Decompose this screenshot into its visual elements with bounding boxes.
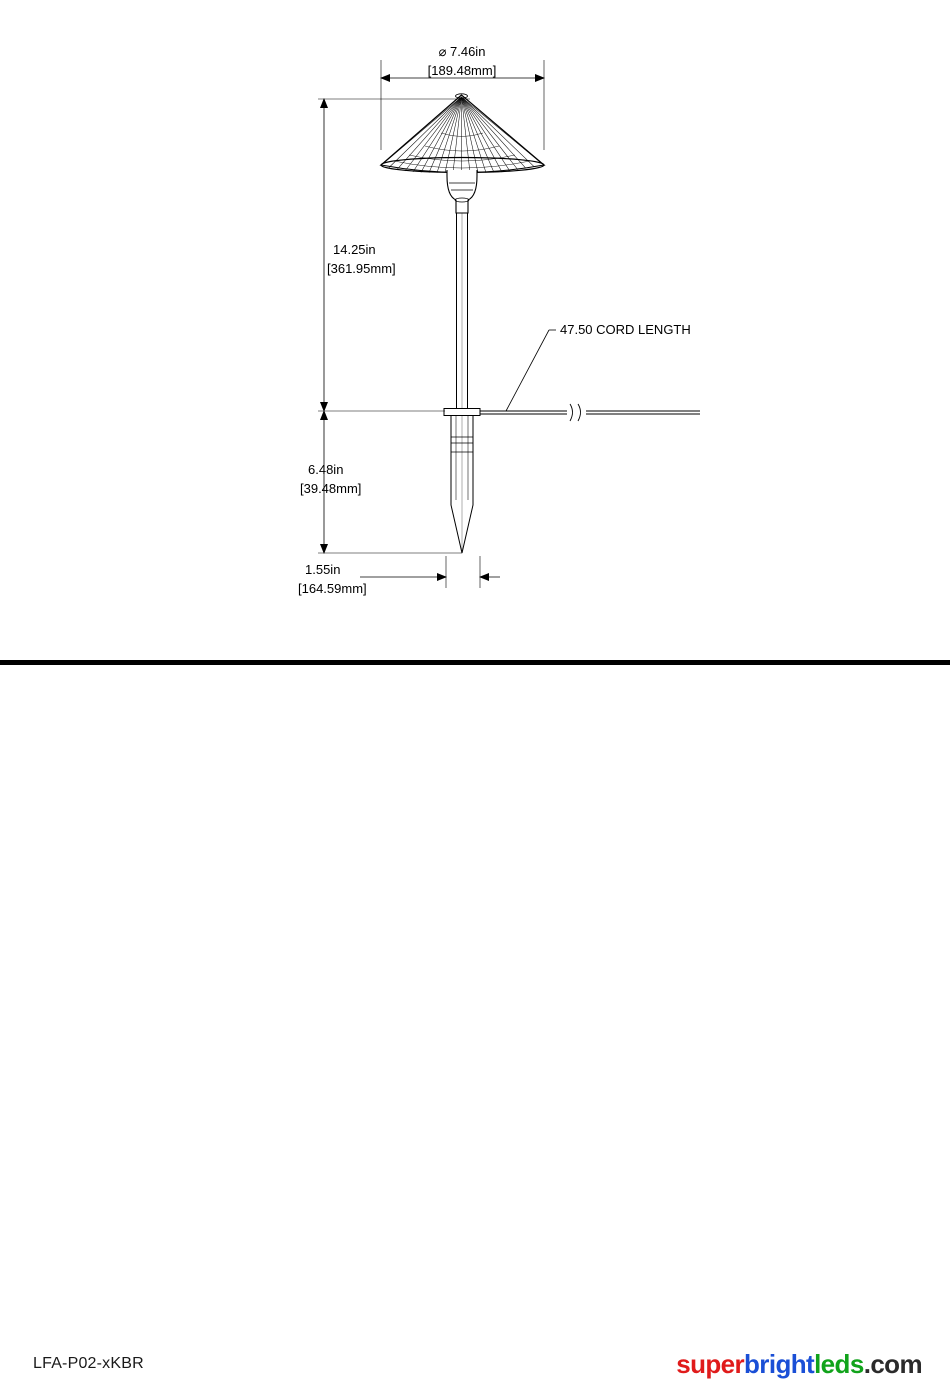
superbrightleds-logo[interactable]	[676, 1351, 922, 1377]
lamp-stem	[457, 213, 468, 413]
shade-cone	[381, 94, 544, 173]
power-cord	[480, 404, 700, 421]
logo-word-bright: bright	[744, 1349, 815, 1379]
cord-length-note: 47.50 CORD LENGTH	[560, 322, 691, 337]
logo-word-leds: leds	[814, 1349, 864, 1379]
footer	[0, 665, 950, 1379]
dim-shade-diameter-primary: ⌀ 7.46in	[438, 44, 486, 59]
technical-drawing	[0, 0, 950, 660]
dim-upper-height-primary: 14.25in	[333, 242, 376, 257]
part-number: LFA-P02-xKBR	[33, 1355, 144, 1372]
dim-stake-width-primary: 1.55in	[305, 562, 341, 577]
ground-collar	[444, 409, 480, 416]
dim-upper-height-secondary: [361.95mm]	[327, 261, 396, 276]
logo-word-com: .com	[863, 1349, 922, 1379]
ground-stake	[451, 416, 473, 554]
dim-stake-height-primary: 6.48in	[308, 462, 344, 477]
lamp-neck	[447, 170, 477, 213]
dimension-stake-width	[360, 556, 500, 588]
cord-length-leader	[506, 330, 556, 411]
dim-stake-height-secondary: [39.48mm]	[300, 481, 362, 496]
logo-word-super: super	[676, 1349, 745, 1379]
dim-stake-width-secondary: [164.59mm]	[298, 581, 367, 596]
dim-shade-diameter-secondary: [189.48mm]	[427, 63, 497, 78]
